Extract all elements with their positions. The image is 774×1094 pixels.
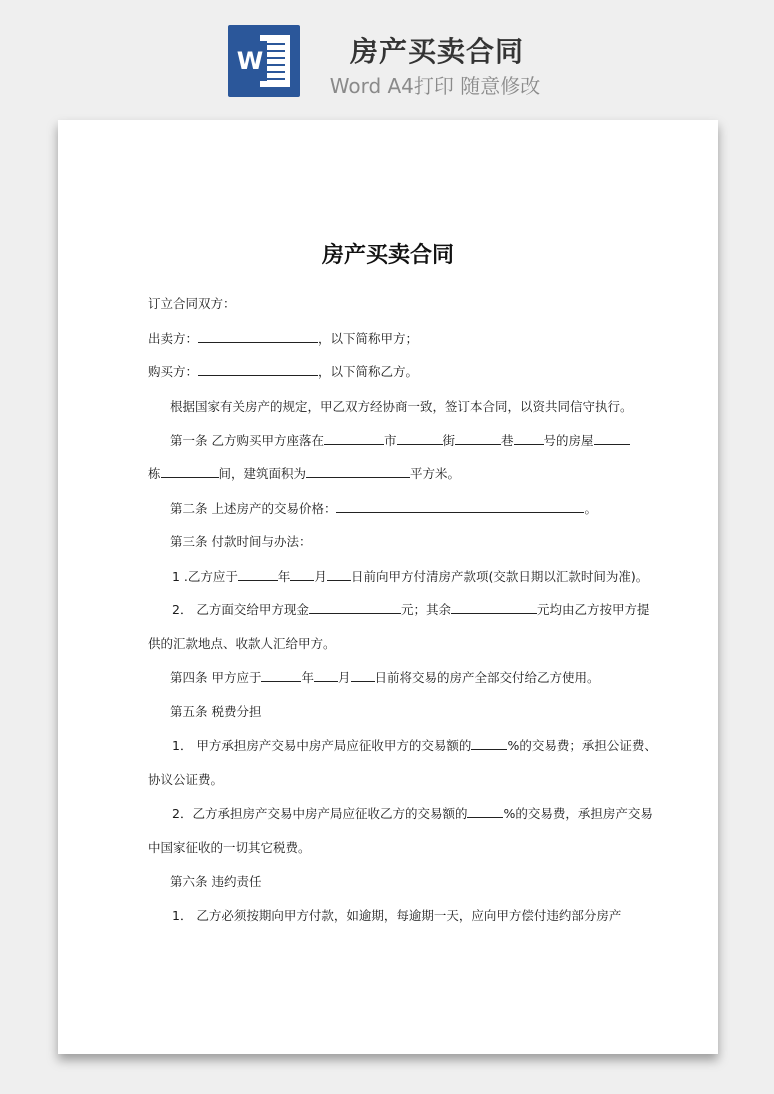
header-title: 房产买卖合同 xyxy=(349,35,524,68)
text-line: 第三条 付款时间与办法： xyxy=(170,534,312,549)
fill-blank[interactable] xyxy=(198,364,318,376)
text-line: 供的汇款地点、收款人汇给甲方。 xyxy=(148,636,336,651)
text-line: 2．乙方承担房产交易中房产局应征收乙方的交易额的 %的交易费，承担房产交易 xyxy=(172,806,653,821)
text-line: 购买方： ，以下简称乙方。 xyxy=(148,364,419,379)
text-line: 2． 乙方面交给甲方现金 元；其余 元均由乙方按甲方提 xyxy=(172,602,650,617)
text-line: 出卖方： ，以下简称甲方； xyxy=(148,331,419,346)
fill-blank[interactable] xyxy=(594,433,630,445)
fill-blank[interactable] xyxy=(314,670,338,682)
fill-blank[interactable] xyxy=(238,569,278,581)
fill-blank[interactable] xyxy=(290,569,314,581)
text-line: 1． 乙方必须按期向甲方付款，如逾期，每逾期一天，应向甲方偿付违约部分房产 xyxy=(172,908,622,923)
document-title: 房产买卖合同 xyxy=(321,243,454,268)
fill-blank[interactable] xyxy=(397,433,443,445)
document-page xyxy=(58,120,718,1054)
fill-blank[interactable] xyxy=(451,602,537,614)
fill-blank[interactable] xyxy=(161,466,219,478)
text-line: 1． 甲方承担房产交易中房产局应征收甲方的交易额的 %的交易费；承担公证费、 xyxy=(172,738,657,753)
fill-blank[interactable] xyxy=(336,501,584,513)
fill-blank[interactable] xyxy=(327,569,351,581)
fill-blank[interactable] xyxy=(455,433,501,445)
text-line: 中国家征收的一切其它税费。 xyxy=(148,840,311,855)
fill-blank[interactable] xyxy=(514,433,544,445)
word-logo-icon xyxy=(228,25,300,97)
header-subtitle: Word A4打印 随意修改 xyxy=(329,74,541,98)
text-line: 栋 间，建筑面积为 平方米。 xyxy=(148,466,461,481)
fill-blank[interactable] xyxy=(351,670,375,682)
text-line: 1 .乙方应于 年 月 日前向甲方付清房产款项(交款日期以汇款时间为准)。 xyxy=(172,569,649,584)
fill-blank[interactable] xyxy=(309,602,401,614)
text-line: 协议公证费。 xyxy=(148,772,224,787)
fill-blank[interactable] xyxy=(467,806,503,818)
fill-blank[interactable] xyxy=(198,331,318,343)
word-logo-letter: W xyxy=(233,41,267,81)
fill-blank[interactable] xyxy=(324,433,384,445)
fill-blank[interactable] xyxy=(471,738,507,750)
text-line: 第一条 乙方购买甲方座落在 市 街 巷 号的房屋 xyxy=(170,433,630,449)
page-header xyxy=(0,0,774,118)
text-line: 订立合同双方： xyxy=(148,296,236,311)
text-line: 第四条 甲方应于 年 月 日前将交易的房产全部交付给乙方使用。 xyxy=(170,670,600,685)
fill-blank[interactable] xyxy=(306,466,410,478)
text-line: 第六条 违约责任 xyxy=(170,874,262,889)
fill-blank[interactable] xyxy=(261,670,301,682)
text-line: 第五条 税费分担 xyxy=(170,704,262,719)
text-line: 根据国家有关房产的规定，甲乙双方经协商一致，签订本合同，以资共同信守执行。 xyxy=(170,399,633,414)
text-line: 第二条 上述房产的交易价格： 。 xyxy=(170,501,597,516)
